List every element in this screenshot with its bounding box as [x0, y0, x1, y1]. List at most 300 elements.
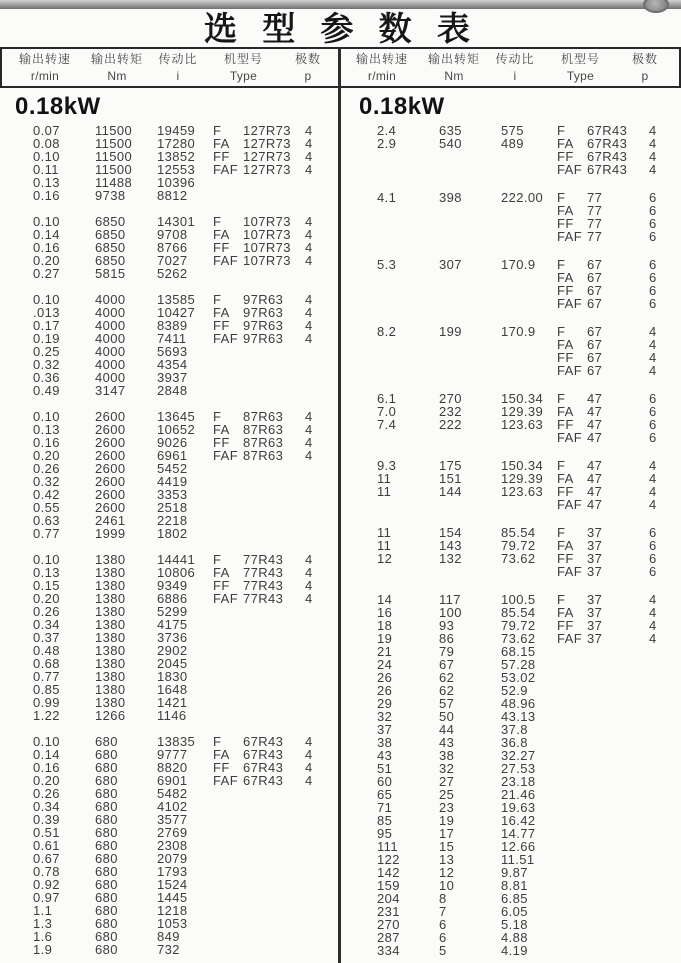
table-row — [377, 325, 681, 338]
cell-type-model: 67R43 — [243, 747, 284, 762]
cell-type-prefix: FAF — [557, 363, 583, 378]
cell-torque: 680 — [95, 864, 118, 879]
cell-torque: 2600 — [95, 422, 126, 437]
cell-type-model — [587, 684, 649, 697]
cell-speed: 0.32 — [33, 474, 60, 489]
cell-ratio: 8766 — [157, 240, 188, 255]
cell-poles — [305, 878, 331, 891]
cell-type-prefix — [557, 736, 587, 749]
cell-ratio: 9777 — [157, 747, 188, 762]
cell-type-model — [587, 775, 649, 788]
cell-type-model — [587, 879, 649, 892]
table-row — [377, 191, 681, 204]
cell-ratio — [501, 338, 557, 351]
cell-speed: 26 — [377, 683, 393, 698]
cell-type-model — [587, 931, 649, 944]
cell-torque: 1380 — [95, 604, 126, 619]
cell-type-prefix: F — [213, 409, 222, 424]
cell-type-prefix — [557, 892, 587, 905]
cell-torque: 143 — [439, 538, 462, 553]
cell-torque: 13 — [439, 852, 455, 867]
cell-speed: 0.25 — [33, 344, 60, 359]
cell-torque: 1380 — [95, 591, 126, 606]
cell-type-prefix — [213, 384, 243, 397]
cell-type-prefix — [213, 891, 243, 904]
cell-torque: 5815 — [95, 266, 126, 281]
cell-ratio: 2848 — [157, 383, 188, 398]
header-ratio-unit: i — [513, 68, 517, 83]
cell-speed: 0.13 — [33, 422, 60, 437]
cell-torque: 79 — [439, 644, 455, 659]
cell-ratio: 1421 — [157, 695, 188, 710]
cell-ratio: 85.54 — [501, 525, 536, 540]
cell-type-model: 77R43 — [243, 552, 284, 567]
cell-ratio — [501, 297, 557, 310]
cell-torque: 680 — [95, 773, 118, 788]
cell-poles: 4 — [305, 253, 313, 268]
table-row — [377, 853, 681, 866]
cell-speed: 0.16 — [33, 435, 60, 450]
cell-type-model — [243, 930, 305, 943]
cell-type-prefix: FF — [213, 149, 230, 164]
cell-poles — [305, 345, 331, 358]
cell-poles — [305, 839, 331, 852]
cell-poles: 4 — [305, 591, 313, 606]
cell-type-prefix — [557, 697, 587, 710]
cell-ratio: 150.34 — [501, 458, 544, 473]
cell-torque — [439, 351, 501, 364]
cell-type-prefix — [213, 670, 243, 683]
cell-torque: 4000 — [95, 305, 126, 320]
cell-poles — [649, 931, 675, 944]
cell-speed: 111 — [377, 839, 398, 854]
cell-speed: 11 — [377, 484, 392, 499]
cell-torque: 11500 — [95, 123, 133, 138]
cell-ratio: 2218 — [157, 513, 188, 528]
cell-type-prefix: F — [213, 552, 222, 567]
cell-ratio: 9026 — [157, 435, 188, 450]
table-row — [33, 267, 341, 280]
cell-type-model — [587, 749, 649, 762]
cell-speed: 0.07 — [33, 123, 60, 138]
cell-ratio: 36.8 — [501, 735, 528, 750]
cell-torque — [439, 150, 501, 163]
cell-ratio: 10427 — [157, 305, 196, 320]
cell-torque: 680 — [95, 929, 118, 944]
cell-torque — [439, 364, 501, 377]
cell-torque: 151 — [439, 471, 462, 486]
cell-poles — [649, 840, 675, 853]
cell-poles: 6 — [649, 404, 657, 419]
cell-torque: 680 — [95, 799, 118, 814]
cell-speed: 0.34 — [33, 617, 60, 632]
cell-ratio: 10806 — [157, 565, 196, 580]
cell-poles — [649, 827, 675, 840]
cell-ratio: 1793 — [157, 864, 188, 879]
power-rating-right: 0.18kW — [359, 93, 445, 120]
cell-ratio: 6.05 — [501, 904, 528, 919]
cell-ratio — [501, 150, 557, 163]
cell-poles: 6 — [649, 538, 657, 553]
cell-type-model — [243, 865, 305, 878]
cell-ratio: 73.62 — [501, 551, 536, 566]
header-poles-label: 极数 — [631, 51, 658, 66]
cell-type-prefix — [557, 684, 587, 697]
cell-type-model — [243, 891, 305, 904]
cell-torque — [439, 163, 501, 176]
cell-ratio: 5.18 — [501, 917, 528, 932]
cell-ratio: 5452 — [157, 461, 188, 476]
cell-ratio: 5262 — [157, 266, 188, 281]
cell-poles — [305, 917, 331, 930]
cell-torque: 6850 — [95, 227, 126, 242]
cell-speed: 0.20 — [33, 448, 60, 463]
cell-poles — [305, 462, 331, 475]
cell-ratio: 2518 — [157, 500, 188, 515]
cell-ratio: 73.62 — [501, 631, 536, 646]
cell-type-prefix — [557, 879, 587, 892]
cell-ratio: 9.87 — [501, 865, 528, 880]
cell-speed: 0.10 — [33, 552, 60, 567]
header-type — [210, 51, 277, 85]
table-row — [33, 696, 341, 709]
cell-ratio: 150.34 — [501, 391, 544, 406]
cell-type-prefix: FA — [557, 404, 574, 419]
cell-type-model: 127R73 — [243, 123, 291, 138]
cell-speed: 4.1 — [377, 190, 397, 205]
cell-poles — [649, 749, 675, 762]
cell-speed: 0.92 — [33, 877, 60, 892]
cell-type-model: 37 — [587, 618, 603, 633]
cell-type-prefix: FAF — [557, 229, 583, 244]
cell-speed: 65 — [377, 787, 393, 802]
cell-type-model — [243, 501, 305, 514]
cell-poles: 6 — [649, 283, 657, 298]
cell-ratio — [501, 284, 557, 297]
cell-type-model: 37 — [587, 564, 603, 579]
cell-type-model — [243, 683, 305, 696]
cell-poles — [305, 618, 331, 631]
cell-type-prefix — [557, 905, 587, 918]
cell-ratio: 32.27 — [501, 748, 536, 763]
cell-ratio: 1524 — [157, 877, 188, 892]
cell-poles: 4 — [305, 292, 313, 307]
cell-type-prefix: FAF — [213, 162, 239, 177]
cell-type-prefix — [213, 501, 243, 514]
cell-poles: 6 — [649, 203, 657, 218]
cell-type-prefix: F — [557, 458, 566, 473]
cell-type-model: 127R73 — [243, 136, 291, 151]
cell-torque: 154 — [439, 525, 462, 540]
cell-type-model — [243, 787, 305, 800]
cell-poles: 6 — [649, 270, 657, 285]
cell-type-model — [243, 475, 305, 488]
cell-type-prefix: FF — [213, 240, 230, 255]
header-speed-unit: r/min — [30, 68, 60, 83]
cell-poles: 4 — [305, 565, 313, 580]
cell-speed: 0.68 — [33, 656, 60, 671]
cell-poles — [305, 644, 331, 657]
cell-ratio: 489 — [501, 136, 524, 151]
cell-speed — [377, 204, 439, 217]
cell-type-model — [587, 736, 649, 749]
cell-type-prefix: FA — [557, 203, 574, 218]
table-row — [377, 710, 681, 723]
cell-type-prefix — [213, 488, 243, 501]
cell-type-model — [587, 645, 649, 658]
header-torque-unit: Nm — [107, 68, 127, 83]
selection-parameter-table — [0, 47, 681, 957]
cell-type-model — [587, 658, 649, 671]
cell-torque: 8 — [439, 891, 447, 906]
cell-speed — [377, 351, 439, 364]
cell-poles — [305, 826, 331, 839]
cell-type-model: 67R43 — [587, 123, 628, 138]
cell-torque: 1380 — [95, 552, 126, 567]
cell-type-prefix — [213, 839, 243, 852]
cell-poles — [305, 189, 331, 202]
cell-type-model — [587, 697, 649, 710]
cell-poles: 4 — [649, 618, 657, 633]
cell-speed: 0.37 — [33, 630, 60, 645]
cell-type-prefix: F — [557, 525, 566, 540]
cell-type-prefix: FF — [557, 484, 574, 499]
cell-type-model — [587, 840, 649, 853]
table-row — [377, 364, 681, 377]
cell-speed: 334 — [377, 943, 400, 958]
group-gap — [377, 377, 681, 392]
cell-poles: 4 — [649, 471, 657, 486]
cell-ratio — [501, 163, 557, 176]
cell-type-model — [243, 618, 305, 631]
cell-speed — [377, 338, 439, 351]
cell-type-model: 47 — [587, 430, 603, 445]
cell-speed — [377, 284, 439, 297]
table-row — [377, 498, 681, 511]
cell-ratio: 7027 — [157, 253, 188, 268]
cell-poles: 6 — [649, 417, 657, 432]
cell-poles — [305, 605, 331, 618]
cell-speed: 0.39 — [33, 812, 60, 827]
cell-type-prefix — [557, 814, 587, 827]
cell-speed: 0.17 — [33, 318, 60, 333]
cell-ratio: 19.63 — [501, 800, 536, 815]
table-row — [377, 905, 681, 918]
cell-type-model: 47 — [587, 391, 603, 406]
cell-ratio: 9708 — [157, 227, 188, 242]
cell-type-prefix: FA — [557, 337, 574, 352]
cell-poles: 4 — [305, 422, 313, 437]
cell-type-model: 47 — [587, 404, 603, 419]
cell-poles — [305, 631, 331, 644]
cell-type-prefix — [213, 943, 243, 956]
cell-speed: 51 — [377, 761, 393, 776]
cell-ratio: 13585 — [157, 292, 196, 307]
cell-type-model — [243, 813, 305, 826]
cell-type-prefix: FA — [213, 227, 230, 242]
cell-type-prefix: FF — [213, 760, 230, 775]
cell-torque: 62 — [439, 670, 455, 685]
table-row — [377, 284, 681, 297]
cell-ratio: 14441 — [157, 552, 196, 567]
cell-torque: 44 — [439, 722, 455, 737]
cell-speed: 0.51 — [33, 825, 60, 840]
cell-ratio — [501, 565, 557, 578]
cell-type-model — [243, 917, 305, 930]
cell-poles — [305, 670, 331, 683]
cell-type-model: 47 — [587, 497, 603, 512]
header-torque-label: 输出转矩 — [427, 51, 480, 66]
cell-ratio: 85.54 — [501, 605, 536, 620]
header-ratio-label: 传动比 — [495, 51, 535, 66]
cell-type-prefix — [557, 866, 587, 879]
cell-torque: 4000 — [95, 370, 126, 385]
cell-speed: 0.10 — [33, 409, 60, 424]
cell-type-model: 67 — [587, 324, 603, 339]
cell-ratio: 3736 — [157, 630, 188, 645]
cell-type-prefix — [213, 917, 243, 930]
cell-poles — [305, 865, 331, 878]
cell-ratio: 849 — [157, 929, 180, 944]
cell-type-model: 127R73 — [243, 162, 291, 177]
cell-speed: 14 — [377, 592, 393, 607]
cell-poles: 4 — [305, 448, 313, 463]
cell-speed: 8.2 — [377, 324, 397, 339]
cell-poles: 4 — [305, 136, 313, 151]
cell-poles — [649, 892, 675, 905]
cell-ratio — [501, 217, 557, 230]
cell-speed: 204 — [377, 891, 400, 906]
cell-ratio: 2902 — [157, 643, 188, 658]
group-gap — [377, 243, 681, 258]
cell-type-prefix — [213, 176, 243, 189]
cell-type-model — [587, 853, 649, 866]
table-row — [377, 418, 681, 431]
cell-speed: 0.20 — [33, 773, 60, 788]
cell-torque: 2600 — [95, 474, 126, 489]
cell-type-prefix: FF — [557, 618, 574, 633]
cell-poles: 4 — [305, 760, 313, 775]
cell-speed: 142 — [377, 865, 400, 880]
cell-type-model: 47 — [587, 417, 603, 432]
table-row — [33, 189, 341, 202]
cell-ratio: 23.18 — [501, 774, 536, 789]
cell-type-prefix: F — [557, 123, 566, 138]
cell-poles — [649, 801, 675, 814]
cell-type-prefix: FAF — [557, 497, 583, 512]
cell-type-prefix — [213, 618, 243, 631]
cell-poles — [649, 814, 675, 827]
cell-speed: 1.3 — [33, 916, 53, 931]
cell-type-model: 107R73 — [243, 253, 291, 268]
cell-type-prefix — [557, 775, 587, 788]
cell-type-model — [243, 878, 305, 891]
cell-speed: 11 — [377, 538, 392, 553]
header-speed-unit: r/min — [367, 68, 397, 83]
header-ratio-unit: i — [176, 68, 180, 83]
cell-ratio: 14301 — [157, 214, 196, 229]
cell-poles — [305, 787, 331, 800]
cell-type-model — [243, 384, 305, 397]
cell-ratio — [501, 364, 557, 377]
cell-type-prefix — [213, 787, 243, 800]
cell-type-prefix — [213, 813, 243, 826]
cell-speed: 0.67 — [33, 851, 60, 866]
cell-speed: 38 — [377, 735, 393, 750]
cell-poles: 4 — [649, 363, 657, 378]
cell-poles — [649, 658, 675, 671]
cell-ratio: 11.51 — [501, 852, 535, 867]
table-row — [377, 271, 681, 284]
cell-type-model — [243, 709, 305, 722]
cell-speed: 1.6 — [33, 929, 53, 944]
cell-ratio: 13645 — [157, 409, 196, 424]
cell-torque: 9738 — [95, 188, 126, 203]
cell-torque: 680 — [95, 877, 118, 892]
cell-poles: 4 — [305, 773, 313, 788]
cell-ratio: 2308 — [157, 838, 188, 853]
cell-torque: 132 — [439, 551, 462, 566]
cell-type-prefix — [213, 475, 243, 488]
cell-speed: 0.20 — [33, 253, 60, 268]
cell-torque: 1380 — [95, 578, 126, 593]
cell-speed: 122 — [377, 852, 400, 867]
cell-ratio: 6886 — [157, 591, 188, 606]
cell-poles: 4 — [649, 136, 657, 151]
cell-type-model — [243, 358, 305, 371]
cell-ratio: 1648 — [157, 682, 188, 697]
cell-type-prefix — [213, 189, 243, 202]
cell-torque: 232 — [439, 404, 462, 419]
cell-poles — [305, 813, 331, 826]
cell-poles — [649, 762, 675, 775]
cell-speed: 1.1 — [33, 903, 53, 918]
cell-speed: 0.10 — [33, 292, 60, 307]
cell-torque: 635 — [439, 123, 462, 138]
cell-torque: 1380 — [95, 630, 126, 645]
cell-poles: 4 — [305, 331, 313, 346]
cell-type-prefix: FA — [557, 270, 574, 285]
cell-poles — [305, 488, 331, 501]
cell-type-model: 77R43 — [243, 565, 284, 580]
cell-poles — [305, 657, 331, 670]
cell-ratio: 19459 — [157, 123, 196, 138]
cell-speed — [377, 297, 439, 310]
cell-speed: 16 — [377, 605, 393, 620]
cell-type-prefix: FAF — [557, 162, 583, 177]
cell-poles — [305, 709, 331, 722]
cell-torque: 1380 — [95, 565, 126, 580]
cell-speed: 37 — [377, 722, 393, 737]
cell-ratio — [501, 498, 557, 511]
cell-torque: 4000 — [95, 357, 126, 372]
cell-torque: 680 — [95, 760, 118, 775]
cell-type-model: 77 — [587, 229, 603, 244]
cell-type-model: 67R43 — [587, 149, 628, 164]
cell-poles: 6 — [649, 257, 657, 272]
cell-type-model: 47 — [587, 471, 603, 486]
cell-torque: 4000 — [95, 331, 126, 346]
cell-torque: 2461 — [95, 513, 126, 528]
cell-speed: 26 — [377, 670, 393, 685]
cell-type-prefix — [557, 788, 587, 801]
cell-ratio: 57.28 — [501, 657, 536, 672]
cell-type-prefix: F — [213, 214, 222, 229]
column-divider-line — [338, 47, 341, 963]
cell-speed — [377, 217, 439, 230]
cell-ratio: 3577 — [157, 812, 188, 827]
header-type-label: 机型号 — [560, 51, 600, 66]
